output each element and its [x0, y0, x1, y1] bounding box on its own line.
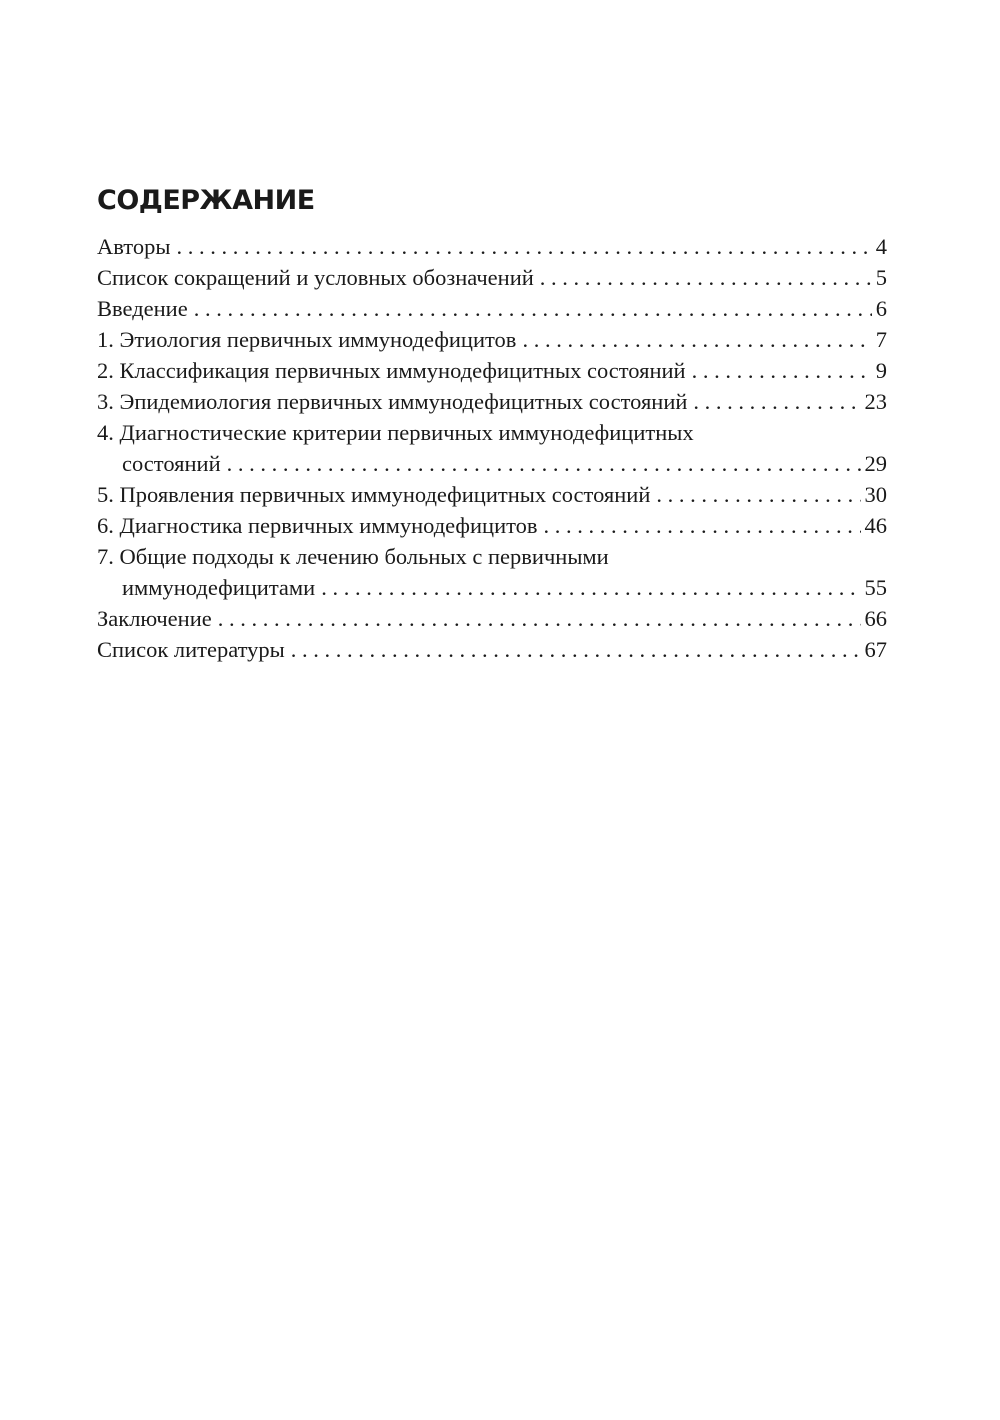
- dot-leader: [291, 634, 861, 665]
- toc-page-number: 6: [875, 296, 887, 321]
- toc-entry-label: Список литературы: [97, 637, 285, 662]
- dot-leader: [656, 479, 860, 510]
- toc-entry-abbreviations[interactable]: [97, 262, 887, 293]
- toc-page-number: 46: [864, 513, 887, 538]
- toc-page-number: 55: [864, 575, 887, 600]
- dot-leader: [194, 293, 872, 324]
- toc-entry-conclusion[interactable]: [97, 603, 887, 634]
- toc-page-number: 23: [864, 389, 887, 414]
- toc-page-number: 7: [875, 327, 887, 352]
- toc-entry-label: 6. Диагностика первичных иммунодефицитов: [97, 513, 538, 538]
- toc-page-number: 5: [875, 265, 887, 290]
- toc-page-number: 29: [864, 451, 887, 476]
- dot-leader: [693, 386, 860, 417]
- toc-entry-label: Введение: [97, 296, 188, 321]
- toc-entry-label: 2. Классификация первичных иммунодефицитных состояний: [97, 358, 686, 383]
- toc-entry-chapter-2[interactable]: [97, 355, 887, 386]
- dot-leader: [540, 262, 872, 293]
- toc-entry-label: 1. Этиология первичных иммунодефицитов: [97, 327, 517, 352]
- toc-entry-label: 5. Проявления первичных иммунодефицитных состояний: [97, 482, 651, 507]
- toc-entry-introduction[interactable]: [97, 293, 887, 324]
- toc-entry-label-continued: состояний: [122, 451, 221, 476]
- toc-entry-chapter-1[interactable]: [97, 324, 887, 355]
- dot-leader: [692, 355, 872, 386]
- toc-entry-label: Авторы: [97, 234, 171, 259]
- page-title: СОДЕРЖАНИЕ: [97, 185, 315, 216]
- toc-entry-authors[interactable]: [97, 231, 887, 262]
- dot-leader: [176, 231, 871, 262]
- toc-entry-chapter-3[interactable]: [97, 386, 887, 417]
- toc-entry-references[interactable]: [97, 634, 887, 665]
- table-of-contents: [97, 231, 887, 665]
- toc-entry-label: Список сокращений и условных обозначений: [97, 265, 534, 290]
- toc-entry-label: 3. Эпидемиология первичных иммунодефицитных состояний: [97, 389, 688, 414]
- toc-page-number: 67: [864, 637, 887, 662]
- toc-page-number: 4: [875, 234, 887, 259]
- toc-page-number: 66: [864, 606, 887, 631]
- dot-leader: [321, 572, 860, 603]
- toc-entry-chapter-6[interactable]: [97, 510, 887, 541]
- dot-leader: [544, 510, 861, 541]
- toc-entry-label: 7. Общие подходы к лечению больных с первичными: [97, 544, 609, 569]
- toc-entry-chapter-4[interactable]: [97, 417, 887, 479]
- toc-entry-chapter-5[interactable]: [97, 479, 887, 510]
- toc-page-number: 9: [875, 358, 887, 383]
- dot-leader: [227, 448, 861, 479]
- toc-entry-chapter-7[interactable]: [97, 541, 887, 603]
- toc-entry-label: Заключение: [97, 606, 212, 631]
- toc-page-number: 30: [864, 482, 887, 507]
- dot-leader: [218, 603, 861, 634]
- toc-entry-label: 4. Диагностические критерии первичных иммунодефицитных: [97, 420, 694, 445]
- dot-leader: [522, 324, 871, 355]
- document-page: [97, 183, 887, 665]
- toc-entry-label-continued: иммунодефицитами: [122, 575, 316, 600]
